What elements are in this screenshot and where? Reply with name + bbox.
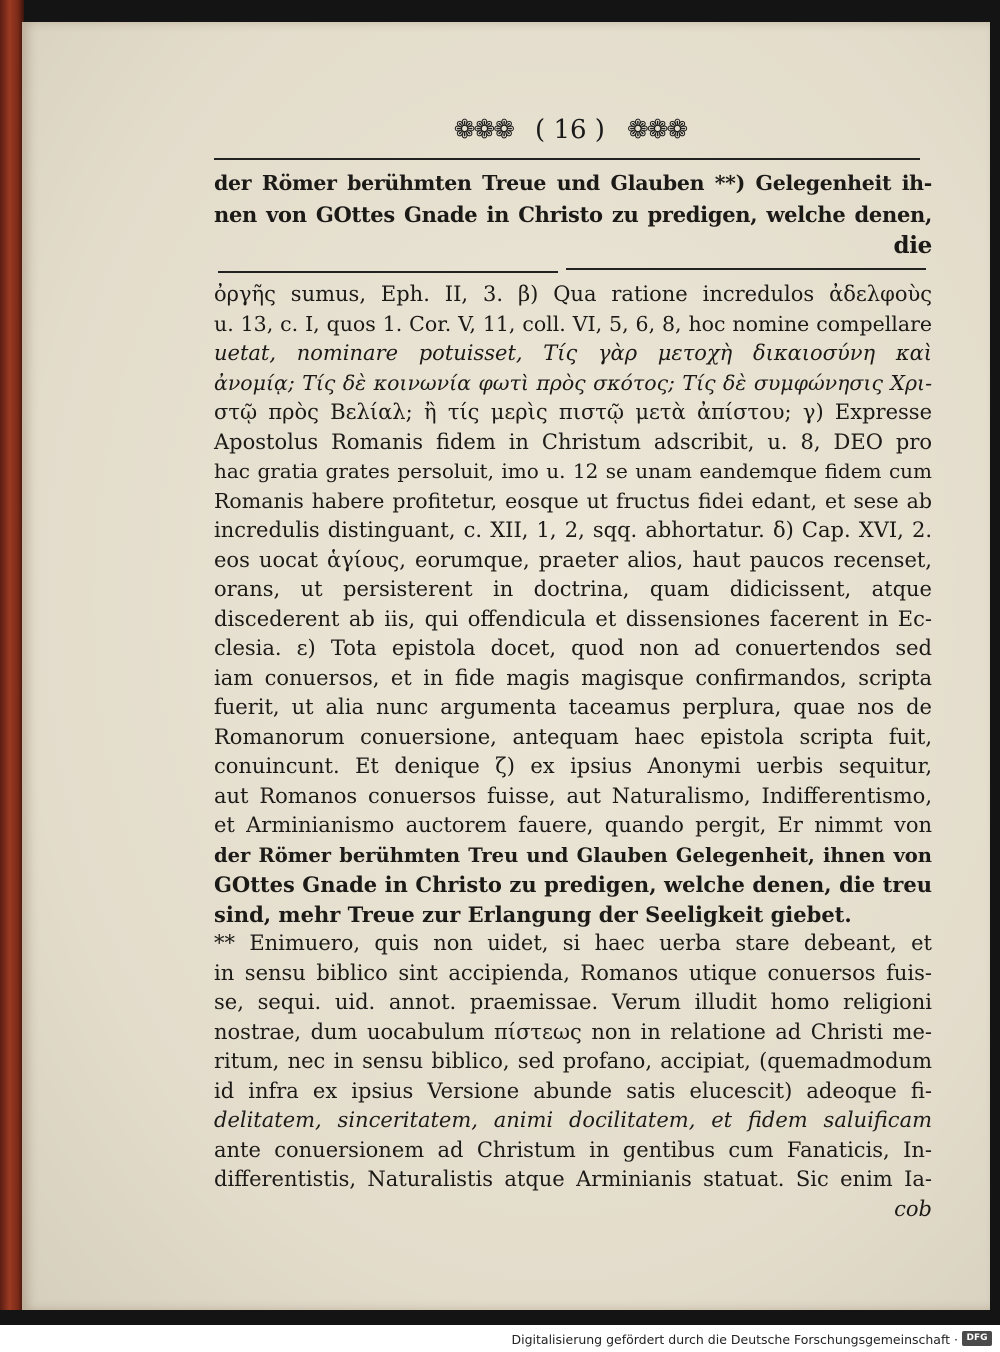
main-text-block xyxy=(214,168,932,261)
footnote-line: delitatem, sinceritatem, animi docilitatem, et fidem saluificam xyxy=(214,1108,932,1132)
ornament-right-icon: ❁❁❁ xyxy=(626,115,687,145)
main-line: nen von GOttes Gnade in Christo zu predigen, welche denen, xyxy=(214,202,932,227)
footnote-line: discederent ab iis, qui offendicula et dissensiones facerent in Ec- xyxy=(214,606,932,631)
footnote-line: στῷ πρὸς Βελίαλ; ἢ τίς μερὶς πιστῷ μετὰ ἀπίστου; γ) Expresse xyxy=(214,400,932,424)
footnote-line: hac gratia grates persoluit, imo u. 12 se unam eandemque fidem cum xyxy=(214,459,932,483)
footnote-line: Romanis habere profitetur, eosque ut fructus fidei edant, et sese ab xyxy=(214,488,932,513)
ornament-left-icon: ❁❁❁ xyxy=(453,115,514,145)
dfg-logo: DFG xyxy=(962,1331,992,1346)
footnote-line: u. 13, c. I, quos 1. Cor. V, 11, coll. VI, 5, 6, 8, hoc nomine compellare xyxy=(214,311,932,336)
footnote-line: Romanorum conuersione, antequam haec epistola scripta fuit, xyxy=(214,724,932,749)
footnote-rule-left xyxy=(218,271,558,273)
main-line: der Römer berühmten Treue und Glauben **) Gelegenheit ih- xyxy=(214,171,932,195)
footnote-line: nostrae, dum uocabulum πίστεως non in relatione ad Christi me- xyxy=(214,1019,932,1044)
page-number: ( 16 ) xyxy=(535,115,605,145)
footnote-line: der Römer berühmten Treu und Glauben Gelegenheit, ihnen von xyxy=(214,843,932,867)
footnote-line: ἀνομίᾳ; Τίς δὲ κοινωνία φωτὶ πρὸς σκότος; Τίς δὲ συμφώνησις Χρι- xyxy=(214,370,932,395)
footnote-text-block xyxy=(214,280,932,1224)
footnote-line: eos uocat ἁγίους, eorumque, praeter alios, haut paucos recenset, xyxy=(214,547,932,572)
footnote-line: incredulis distinguant, c. XII, 1, 2, sqq. abhortatur. δ) Cap. XVI, 2. xyxy=(214,518,932,542)
header-rule xyxy=(214,158,920,160)
footnote-line: GOttes Gnade in Christo zu predigen, welche denen, die treu xyxy=(214,872,932,897)
footer-bar xyxy=(0,1325,1000,1352)
footnote-line: uetat, nominare potuisset, Τίς γὰρ μετοχὴ δικαιοσύνη καὶ xyxy=(214,341,932,365)
book-edge xyxy=(0,0,24,1310)
running-header xyxy=(430,110,710,150)
catchword: die xyxy=(893,232,932,259)
footnote-line: conuincunt. Et denique ζ) ex ipsius Anonymi uerbis sequitur, xyxy=(214,754,932,778)
footnote-line: et Arminianismo auctorem fauere, quando pergit, Er nimmt von xyxy=(214,813,932,837)
footnote-line: aut Romanos conuersos fuisse, aut Naturalismo, Indifferentismo, xyxy=(214,783,932,808)
footnote-line: id infra ex ipsius Versione abunde satis elucescit) adeoque fi- xyxy=(214,1078,932,1103)
footnote-line: fuerit, ut alia nunc argumenta taceamus perplura, quae nos de xyxy=(214,695,932,719)
footnote-line: iam conuersos, et in fide magis magisque confirmandos, scripta xyxy=(214,665,932,690)
footnote-line: ante conuersionem ad Christum in gentibus cum Fanaticis, In- xyxy=(214,1137,932,1162)
footnote-line: differentistis, Naturalistis atque Arminianis statuat. Sic enim Ia- xyxy=(214,1167,932,1191)
footnote-line: ὀργῆς sumus, Eph. II, 3. β) Qua ratione incredulos ἀδελφοὺς xyxy=(214,282,932,306)
footnote-rule-right xyxy=(566,268,926,270)
footnote-line: Apostolus Romanis fidem in Christum adscribit, u. 8, DEO pro xyxy=(214,429,932,454)
footnote-line: ** Enimuero, quis non uidet, si haec uerba stare debeant, et xyxy=(214,931,932,955)
footnote-line: sind, mehr Treue zur Erlangung der Seeligkeit giebet. xyxy=(214,901,852,927)
footnote-line: ritum, nec in sensu biblico, sed profano, accipiat, (quemadmodum xyxy=(214,1049,932,1073)
footnote-line: in sensu biblico sint accipienda, Romanos utique conuersos fuis- xyxy=(214,960,932,985)
catchword: cob xyxy=(894,1196,932,1221)
footnote-line: orans, ut persisterent in doctrina, quam didicissent, atque xyxy=(214,577,932,601)
footnote-line: se, sequi. uid. annot. praemissae. Verum illudit homo religioni xyxy=(214,990,932,1014)
funding-credit: Digitalisierung gefördert durch die Deutsche Forschungsgemeinschaft · xyxy=(511,1332,958,1347)
footnote-line: clesia. ε) Tota epistola docet, quod non ad conuertendos sed xyxy=(214,636,932,660)
